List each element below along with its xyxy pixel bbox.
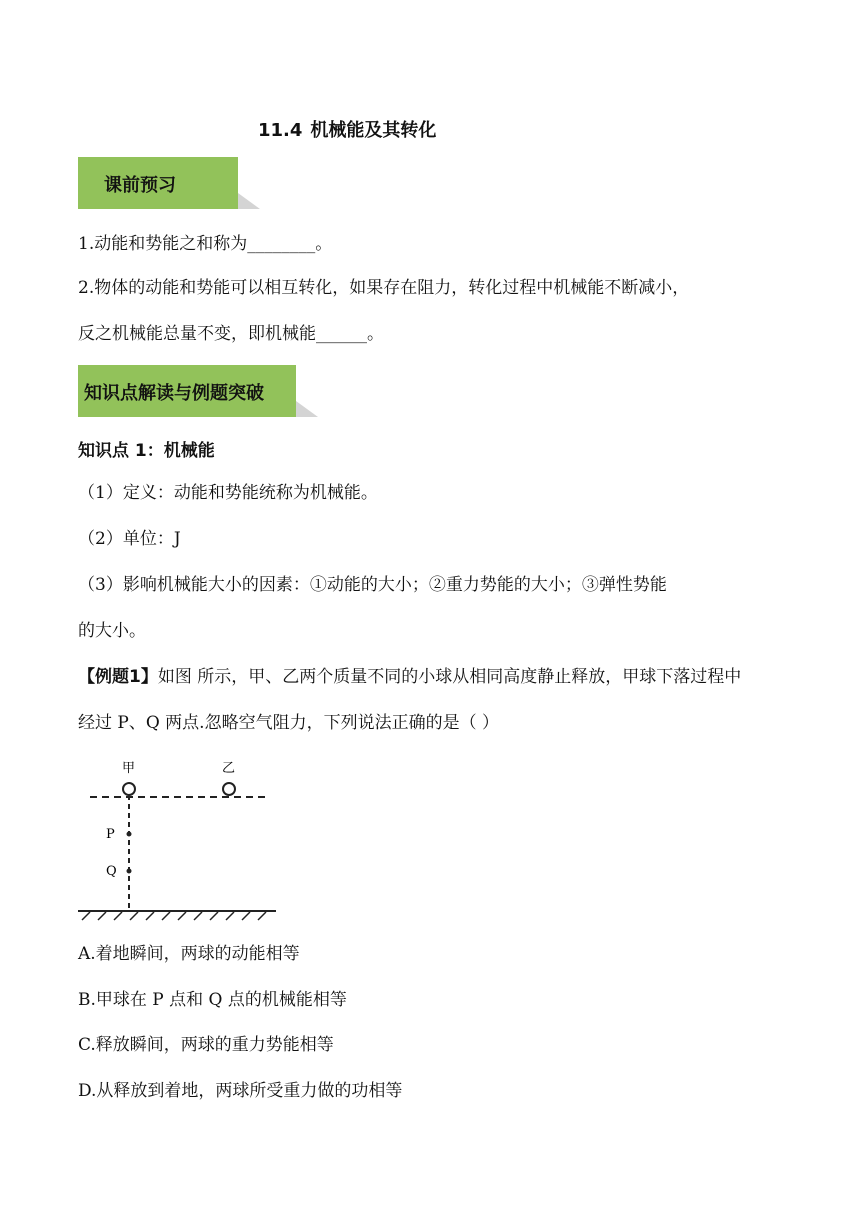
ball-b xyxy=(223,783,235,795)
example-line-1 xyxy=(78,665,741,689)
example-line-2: 经过 P、Q 两点.忽略空气阻力，下列说法正确的是（ ） xyxy=(78,713,499,733)
point-p-dot xyxy=(127,832,132,837)
falling-balls-figure xyxy=(72,752,282,922)
unit-line: （2）单位：J xyxy=(78,529,181,549)
knowledge-point-heading: 知识点 1：机械能 xyxy=(78,441,215,461)
question-1: 1.动能和势能之和称为________。 xyxy=(78,234,333,254)
question-2-line-2: 反之机械能总量不变，即机械能______。 xyxy=(78,324,384,344)
option-c: C.释放瞬间，两球的重力势能相等 xyxy=(78,1035,334,1055)
section-banner-preview xyxy=(78,157,266,209)
title-number: 11.4 xyxy=(258,120,303,141)
ground-hatching xyxy=(82,912,266,920)
example-text-1: 如图 所示，甲、乙两个质量不同的小球从相同高度静止释放，甲球下落过程中 xyxy=(157,667,742,687)
section-banner-knowledge xyxy=(78,365,318,417)
option-d: D.从释放到着地，两球所受重力做的功相等 xyxy=(78,1081,403,1101)
point-q-label: Q xyxy=(106,864,117,879)
ball-a xyxy=(123,783,135,795)
section-label-preview: 课前预习 xyxy=(104,175,176,196)
ball-b-label: 乙 xyxy=(222,761,236,776)
factors-line-2: 的大小。 xyxy=(78,621,146,641)
section-label-knowledge: 知识点解读与例题突破 xyxy=(84,383,264,404)
option-a: A.着地瞬间，两球的动能相等 xyxy=(78,944,300,964)
page-title xyxy=(258,116,436,142)
point-q-dot xyxy=(127,869,132,874)
point-p-label: P xyxy=(106,827,115,842)
definition-line: （1）定义：动能和势能统称为机械能。 xyxy=(78,483,378,503)
example-tag: 【例题1】 xyxy=(78,667,158,687)
factors-line-1: （3）影响机械能大小的因素：①动能的大小；②重力势能的大小；③弹性势能 xyxy=(78,575,667,595)
title-text: 机械能及其转化 xyxy=(310,120,437,141)
ball-a-label: 甲 xyxy=(122,761,136,776)
question-2-line-1: 2.物体的动能和势能可以相互转化，如果存在阻力，转化过程中机械能不断减小， xyxy=(78,278,690,298)
option-b: B.甲球在 P 点和 Q 点的机械能相等 xyxy=(78,990,347,1010)
